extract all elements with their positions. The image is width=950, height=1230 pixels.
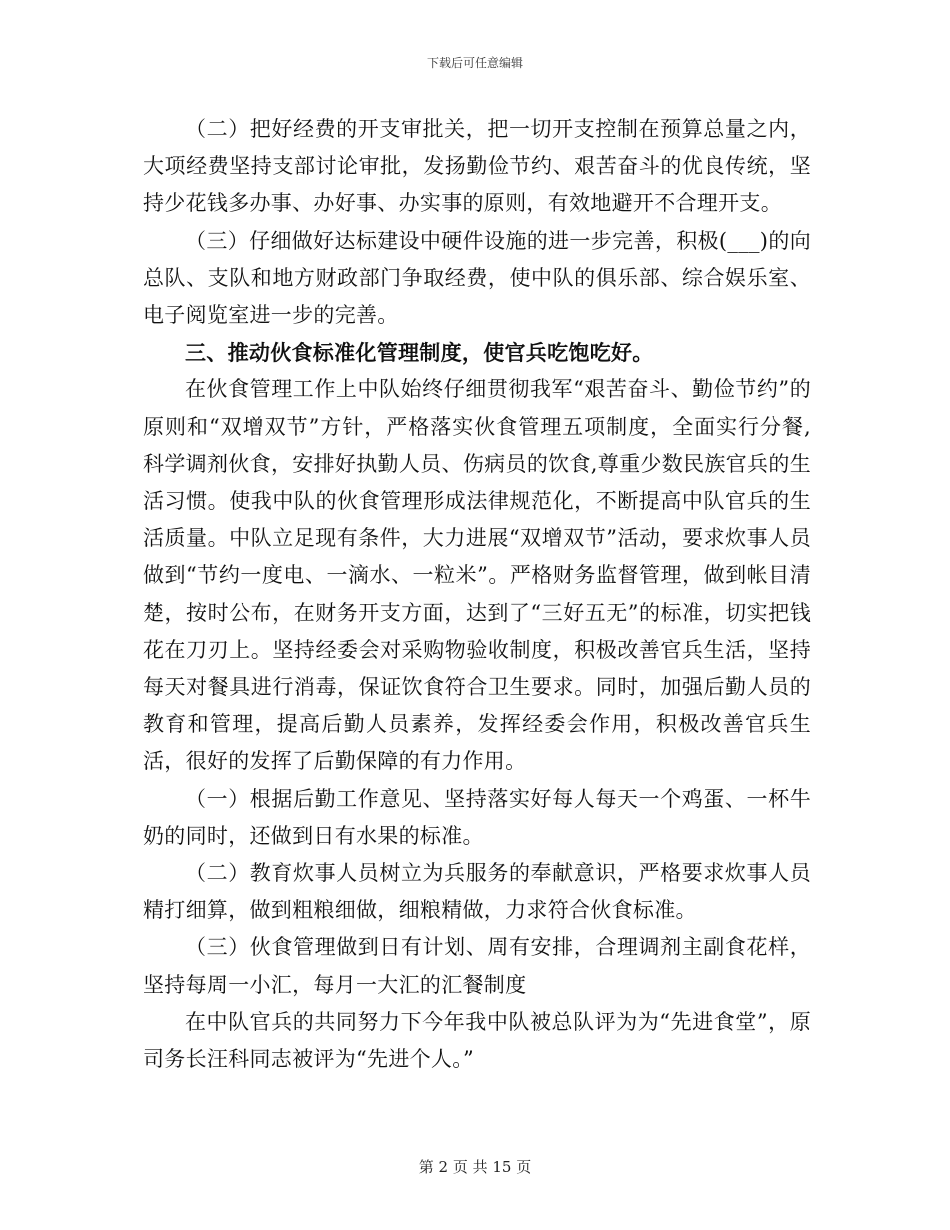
page-number-footer: 第 2 页 共 15 页 [418,1158,532,1176]
paragraph-daily-nutrition: （一）根据后勤工作意见、坚持落实好每人每天一个鸡蛋、一杯牛奶的同时，还做到日有水果的标准。 [143,786,811,848]
paragraph-meal-planning: （三）伙食管理做到日有计划、周有安排，合理调剂主副食花样，坚持每周一小汇，每月一大汇的汇餐制度 [143,935,811,997]
section-heading-food-management: 三、推动伙食标准化管理制度，使官兵吃饱吃好。 [185,340,654,366]
paragraph-cook-education: （二）教育炊事人员树立为兵服务的奉献意识，严格要求炊事人员精打细算，做到粗粮细做，细粮精做，力求符合伙食标准。 [143,861,811,923]
paragraph-awards: 在中队官兵的共同努力下今年我中队被总队评为为“先进食堂”，原司务长汪科同志被评为“先进个人。” [143,1009,811,1072]
paragraph-food-management-overview: 在伙食管理工作上中队始终仔细贯彻我军“艰苦奋斗、勤俭节约”的原则和“双增双节”方针，严格落实伙食管理五项制度，全面实行分餐,科学调剂伙食，安排好执勤人员、伤病员的饮食,尊重少数民族官兵的生活习惯。使我中队的伙食管理形成法律规范化，不断提高中队官兵的生活质量。中队立足现有条件，大力进展“双增双节”活动，要求炊事人员做到“节约一度电、一滴水、一粒米”。严格财务监督管理，做到帐目清楚，按时公布，在财务开支方面，达到了“三好五无”的标准，切实把钱花在刀刃上。坚持经委会对采购物验收制度，积极改善官兵生活，坚持每天对餐具进行消毒，保证饮食符合卫生要求。同时，加强后勤人员的教育和管理，提高后勤人员素养，发挥经委会作用，积极改善官兵生活，很好的发挥了后勤保障的有力作用。 [143,377,811,774]
page-header-note: 下载后可任意编辑 [426,56,523,70]
document-body [143,111,811,1078]
paragraph-facility-funding: （三）仔细做好达标建设中硬件设施的进一步完善，积极(___)的向总队、支队和地方财政部门争取经费，使中队的俱乐部、综合娱乐室、电子阅览室进一步的完善。 [143,228,811,328]
paragraph-budget-approval: （二）把好经费的开支审批关，把一切开支控制在预算总量之内，大项经费坚持支部讨论审批，发扬勤俭节约、艰苦奋斗的优良传统，坚持少花钱多办事、办好事、办实事的原则，有效地避开不合理开支。 [143,117,811,216]
